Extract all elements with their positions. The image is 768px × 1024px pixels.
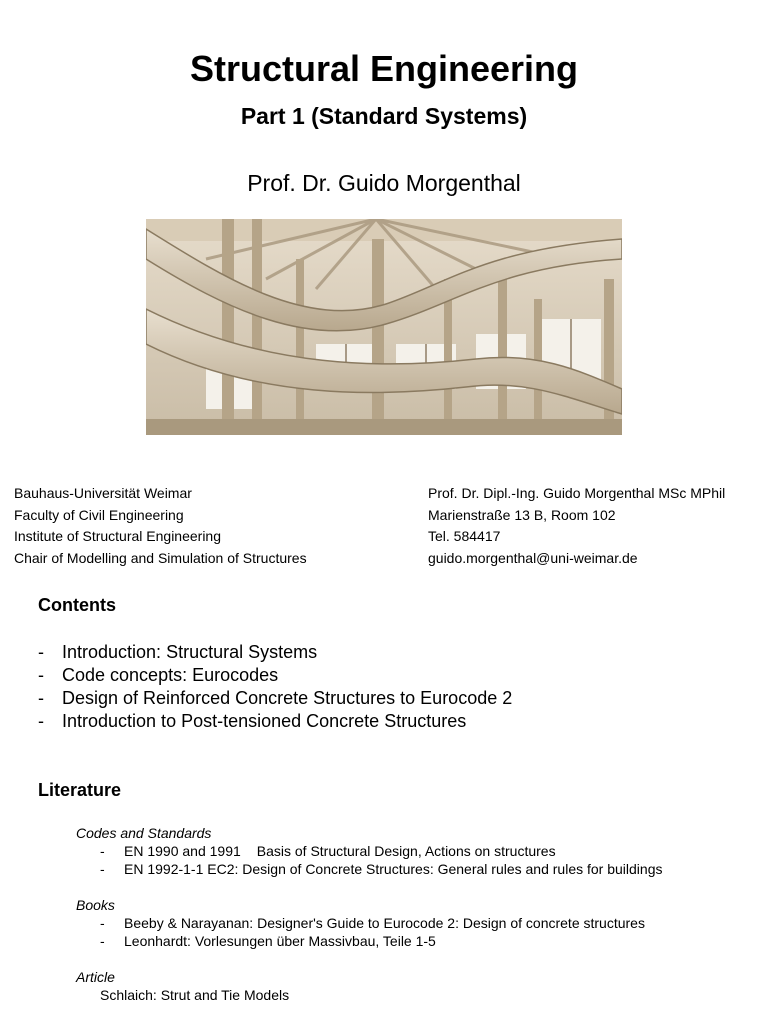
codes-label: Codes and Standards	[76, 825, 212, 841]
email-address[interactable]: guido.morgenthal@uni-weimar.de	[428, 549, 638, 566]
office-address: Marienstraße 13 B, Room 102	[428, 506, 616, 523]
article-item: Schlaich: Strut and Tie Models	[100, 987, 290, 1003]
page-title: Structural Engineering	[189, 48, 579, 89]
university-name: Bauhaus-Universität Weimar	[14, 485, 192, 501]
bullet-dash: -	[38, 711, 44, 731]
list-item: - Leonhardt: Vorlesungen über Massivbau, Teile 1-5	[100, 933, 436, 949]
chair-name: Chair of Modelling and Simulation of Structures	[14, 549, 307, 566]
page-subtitle: Part 1 (Standard Systems)	[240, 103, 528, 129]
list-item: - Design of Reinforced Concrete Structures to Eurocode 2	[38, 688, 513, 708]
list-item: - Introduction to Post-tensioned Concrete Structures	[38, 711, 467, 731]
article-section	[76, 968, 289, 1004]
list-item: - Introduction: Structural Systems	[38, 642, 318, 662]
faculty-name: Faculty of Civil Engineering	[14, 506, 184, 523]
list-item: - Code concepts: Eurocodes	[38, 665, 279, 685]
author-name: Prof. Dr. Guido Morgenthal	[247, 170, 521, 196]
contents-heading: Contents	[38, 595, 116, 615]
literature-heading: Literature	[38, 780, 122, 800]
bullet-dash: -	[38, 665, 44, 685]
books-label: Books	[76, 897, 115, 913]
list-item: - EN 1992-1-1 EC2: Design of Concrete Structures: General rules and rules for buildings	[100, 861, 663, 877]
institution-block	[14, 483, 307, 569]
list-item: - Beeby & Narayanan: Designer's Guide to Eurocode 2: Design of concrete structures	[100, 915, 645, 931]
bullet-dash: -	[38, 642, 44, 662]
contact-block	[428, 483, 725, 569]
professor-full-name: Prof. Dr. Dipl.-Ing. Guido Morgenthal MSc MPhil	[428, 485, 726, 501]
building-photo	[146, 219, 622, 435]
article-label: Article	[76, 969, 115, 985]
books-section	[76, 896, 645, 950]
phone-number: Tel. 584417	[428, 528, 501, 544]
institute-name: Institute of Structural Engineering	[14, 528, 222, 544]
list-item: - EN 1990 and 1991 Basis of Structural Design, Actions on structures	[100, 843, 556, 859]
contents-list	[38, 641, 512, 733]
codes-section	[76, 824, 663, 878]
bullet-dash: -	[38, 688, 44, 708]
